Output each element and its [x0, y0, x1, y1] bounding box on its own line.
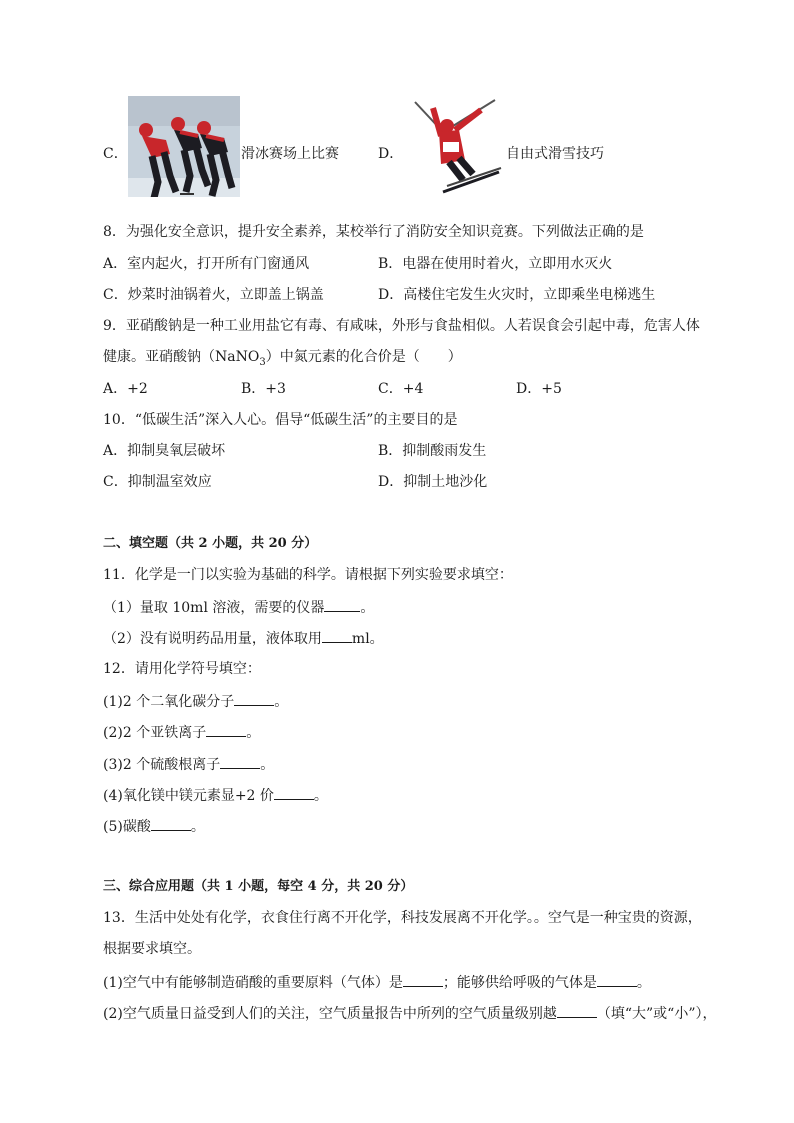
q10-option-c: C．抑制温室效应: [103, 474, 212, 490]
q9-option-a: A．+2: [103, 381, 148, 397]
q13-stem-line1: 13．生活中处处有化学，衣食住行离不开化学，科技发展离不开化学。。空气是一种宝贵的资源，: [103, 910, 702, 926]
q8-option-c: C．炒菜时油锅着火，立即盖上锅盖: [103, 287, 324, 303]
q7-option-d-label: D．: [378, 146, 404, 162]
q12-stem: 12．请用化学符号填空：: [103, 661, 261, 677]
q12-part3-text: (3)2 个硫酸根离子: [103, 757, 221, 773]
q13-part2-text: (2)空气质量日益受到人们的关注，空气质量报告中所列的空气质量级别越: [103, 1006, 557, 1022]
q10-option-a: A．抑制臭氧层破坏: [103, 443, 226, 459]
q13-blank-1[interactable]: [403, 972, 443, 987]
q11-part1: [103, 597, 374, 617]
q9-stem-line2-end: ）中氮元素的化合价是（ ）: [265, 349, 462, 365]
q13-part1: [103, 972, 651, 992]
q11-part2: [103, 628, 384, 648]
q12-part1-text: (1)2 个二氧化碳分子: [103, 694, 235, 710]
q9-stem-line2: [103, 348, 462, 372]
q12-blank-2[interactable]: [206, 722, 246, 737]
q12-blank-5[interactable]: [151, 816, 191, 831]
q9-stem-line2-text: 健康。亚硝酸钠（NaNO: [103, 349, 260, 365]
q11-blank-2[interactable]: [322, 628, 352, 643]
q11-part1-end: 。: [360, 600, 375, 616]
q13-blank-3[interactable]: [557, 1003, 597, 1018]
q10-option-b: B．抑制酸雨发生: [378, 443, 487, 459]
q8-stem: 8．为强化安全意识，提升安全素养，某校举行了消防安全知识竞赛。下列做法正确的是: [103, 224, 644, 240]
q7-option-c-label: C．: [103, 146, 128, 162]
freestyle-skiing-illustration: [403, 96, 506, 203]
q9-formula-subscript: 3: [259, 356, 266, 368]
q12-part1: [103, 691, 288, 711]
q9-option-d: D．+5: [516, 381, 562, 397]
q11-blank-1[interactable]: [324, 597, 360, 612]
q12-part2: [103, 722, 260, 742]
q13-blank-2[interactable]: [597, 972, 637, 987]
q11-stem: 11．化学是一门以实验为基础的科学。请根据下列实验要求填空：: [103, 567, 513, 583]
q10-option-d: D．抑制土地沙化: [378, 474, 488, 490]
q7-option-d-caption: 自由式滑雪技巧: [506, 146, 604, 162]
section2-title: 二、填空题（共 2 小题，共 20 分）: [103, 536, 318, 551]
q12-blank-4[interactable]: [274, 785, 314, 800]
q12-blank-1[interactable]: [234, 691, 274, 706]
q13-part1-mid: ；能够供给呼吸的气体是: [442, 975, 597, 991]
freestyle-skiing-image: [403, 96, 506, 203]
q7-option-c-caption: 滑冰赛场上比赛: [241, 146, 339, 162]
q11-part2-text: （2）没有说明药品用量，液体取用: [103, 631, 322, 647]
q13-part1-text: (1)空气中有能够制造硝酸的重要原料（气体）是: [103, 975, 403, 991]
q8-option-b: B．电器在使用时着火，立即用水灭火: [378, 256, 613, 272]
q12-part1-end: 。: [274, 694, 289, 710]
q11-part2-end: ml。: [351, 631, 384, 647]
q8-option-a: A．室内起火，打开所有门窗通风: [103, 256, 310, 272]
q9-stem-line1: 9．亚硝酸钠是一种工业用盐它有毒、有咸味，外形与食盐相似。人若误食会引起中毒，危害人体: [103, 318, 700, 334]
speed-skating-image: [128, 96, 240, 197]
q12-part5-end: 。: [190, 819, 205, 835]
q8-option-d: D．高楼住宅发生火灾时，立即乘坐电梯逃生: [378, 287, 656, 303]
q12-part2-text: (2)2 个亚铁离子: [103, 725, 207, 741]
q12-part4-end: 。: [313, 788, 328, 804]
section3-title: 三、综合应用题（共 1 小题，每空 4 分，共 20 分）: [103, 879, 414, 894]
q13-part2-end: （填“大”或“小”），: [596, 1006, 717, 1022]
q13-stem-line2: 根据要求填空。: [103, 941, 201, 957]
q12-part3-end: 。: [260, 757, 275, 773]
q12-part4-text: (4)氧化镁中镁元素显+2 价: [103, 788, 274, 804]
q11-part1-text: （1）量取 10ml 溶液，需要的仪器: [103, 600, 325, 616]
q12-blank-3[interactable]: [220, 754, 260, 769]
q9-option-c: C．+4: [378, 381, 424, 397]
q12-part5: [103, 816, 205, 836]
q13-part1-end: 。: [636, 975, 651, 991]
q12-part4: [103, 785, 328, 805]
speed-skating-illustration: [128, 96, 240, 197]
q10-stem: 10．“低碳生活”深入人心。倡导“低碳生活”的主要目的是: [103, 412, 458, 428]
q12-part3: [103, 754, 274, 774]
q12-part2-end: 。: [246, 725, 261, 741]
q12-part5-text: (5)碳酸: [103, 819, 151, 835]
q13-part2: [103, 1003, 716, 1023]
q9-option-b: B．+3: [241, 381, 286, 397]
